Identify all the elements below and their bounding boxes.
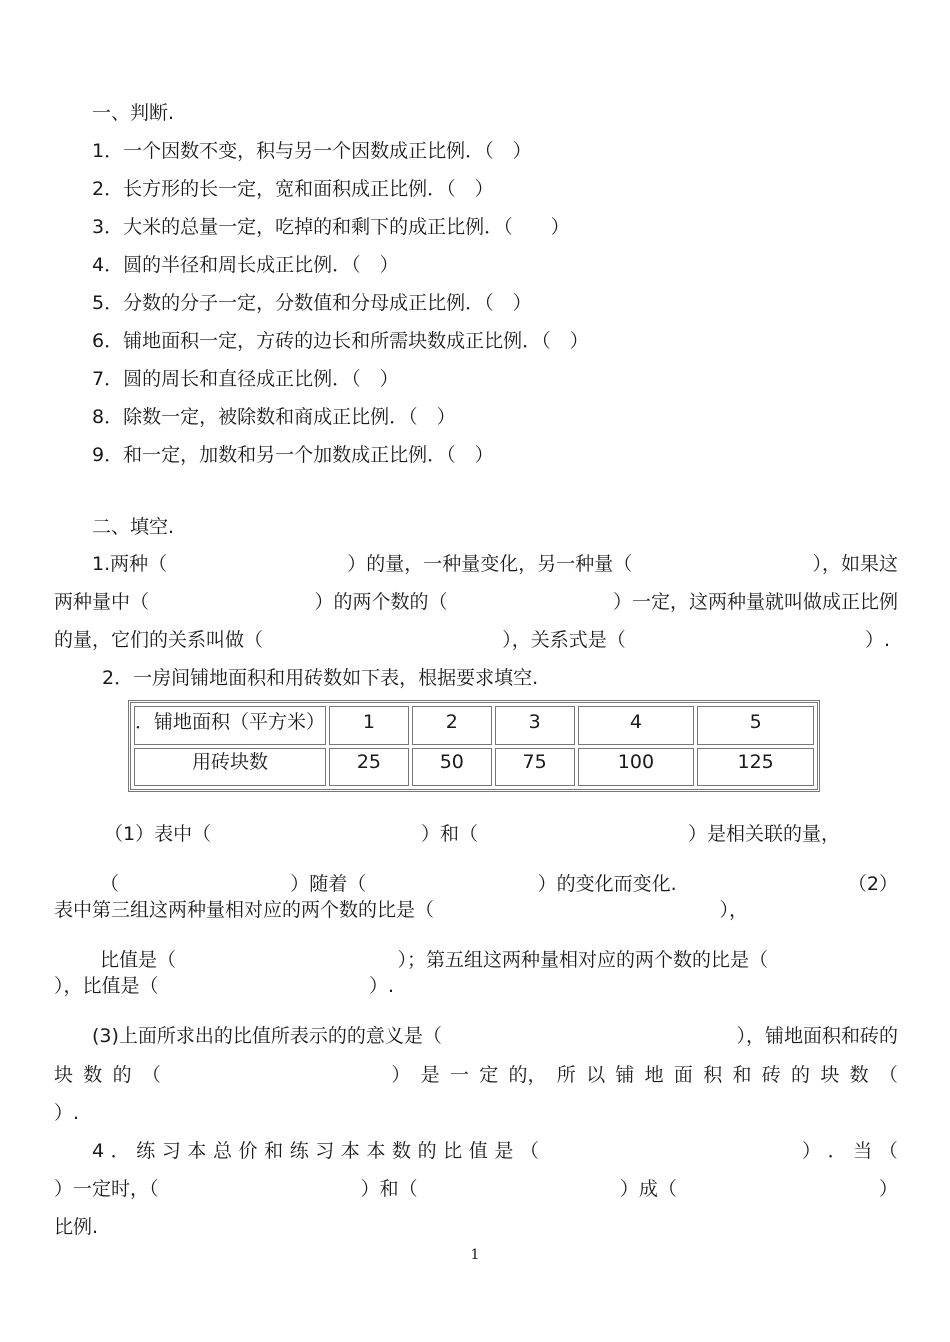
page-number: 1 [470,1247,480,1263]
q2-3b-char: 块 [54,1064,74,1086]
q2-3a-a: (3)上面所求出的比值所表示的的意义是（ [92,1025,442,1047]
q2-1b-a: （ [100,873,120,895]
q4a-char: ． [827,1140,847,1162]
q2-1-line [104,822,840,846]
q2-3b-char: 以 [586,1064,606,1086]
q1-l1-c: ），如果这 [812,553,898,575]
judge-item-3: 3．大米的总量一定，吃掉的和剩下的成正比例．（ ） [92,216,570,238]
q4b-c: ）成（ [619,1178,677,1200]
q2-1b-d: （2） [847,873,898,895]
q4b-b: ）和（ [360,1178,418,1200]
q2-1b-c: ）的变化而变化. [537,873,677,895]
q2-2b-b: ）；第五组这两种量相对应的两个数的比是（ [397,949,768,971]
q2-3b-char: 和 [732,1064,752,1086]
judge-item-6: 6．铺地面积一定，方砖的边长和所需块数成正比例．（ ） [92,330,589,352]
table-cell: 1 [329,706,409,745]
section2-title: 二、填空. [92,516,175,538]
table-cell: 4 [578,706,695,745]
q2-1-c: ）是相关联的量， [687,823,840,845]
table-cell: 125 [697,748,814,787]
table-cell: 2 [412,706,492,745]
q2-3b-char: 一 [449,1064,469,1086]
table-cell: 25 [329,748,409,787]
q2-3b-char: 是 [420,1064,440,1086]
q4a-char: （ [519,1140,539,1162]
q2-3b-char: 的， [508,1064,547,1086]
q2-3b-char: 面 [673,1064,693,1086]
q1-l2-b: ）的两个数的（ [314,591,448,613]
q1-l3-a: 的量，它们的关系叫做（ [54,629,264,651]
table-header-area: ．铺地面积（平方米） [134,706,326,745]
q2-3b-char: （ [878,1064,898,1086]
q2-2-a: 表中第三组这两种量相对应的两个数的比是（ [54,899,435,921]
q1-l1-a: 1.两种（ [92,553,168,575]
q2-3b-char: 块 [820,1064,840,1086]
q4b-d: ） [878,1178,898,1200]
table-cell: 100 [578,748,695,787]
q2-3b-char: 的 [112,1064,132,1086]
q2-3c-line: ）. [54,1102,80,1124]
q2-3b-char: 所 [556,1064,576,1086]
q2-2-line [54,898,748,922]
q2-3b-char: 数 [83,1064,103,1086]
q2-3b-char: 砖 [761,1064,781,1086]
q2-1b-line [100,872,898,896]
q4a-char: 值 [468,1140,488,1162]
q1-l3-c: ）. [864,629,890,651]
judge-item-8: 8．除数一定，被除数和商成正比例．（ ） [92,406,456,428]
q4a-line [92,1139,898,1163]
table-row [134,706,814,745]
q2-2c-b: ）. [368,975,394,997]
q4b-a: ）一定时，（ [54,1178,159,1200]
q2-3b-char: 积 [703,1064,723,1086]
q1-line3 [54,628,890,652]
q4a-char: 的 [417,1140,437,1162]
q2-3b-char: 的 [791,1064,811,1086]
q4a-char: 习 [315,1140,335,1162]
q4a-char: 习 [161,1140,181,1162]
q4a-char: 4 [92,1140,105,1162]
q1-line2 [54,590,898,614]
q4a-char: 价 [238,1140,258,1162]
q4a-char: ． [110,1140,130,1162]
table-header-bricks: 用砖块数 [134,748,326,787]
q1-line1 [92,552,898,576]
q2-3b-char: 定 [479,1064,499,1086]
q2-2b-a: 比值是（ [100,949,177,971]
q4a-char: 当 [853,1140,873,1162]
judge-item-5: 5．分数的分子一定，分数值和分母成正比例．（ ） [92,292,532,314]
q4a-char: 本 [340,1140,360,1162]
q2-3b-char: （ [141,1064,161,1086]
q2-2b-line [100,948,768,972]
judge-item-2: 2．长方形的长一定，宽和面积成正比例．（ ） [92,178,494,200]
section1-title: 一、判断. [92,102,175,124]
q2-1b-b: ）随着（ [290,873,367,895]
q4a-char: 练 [289,1140,309,1162]
q4a-char: （ [878,1140,898,1162]
q2-2-b: ）， [719,899,748,921]
q2-1-a: （1）表中（ [104,823,212,845]
q1-l3-b: ），关系式是（ [502,629,626,651]
q2-3b-char: 铺 [615,1064,635,1086]
judge-item-1: 1．一个因数不变，积与另一个因数成正比例．（ ） [92,140,532,162]
table-cell: 3 [495,706,575,745]
q1-l2-a: 两种量中（ [54,591,150,613]
judge-item-9: 9．和一定，加数和另一个加数成正比例．（ ） [92,444,494,466]
q2-3a-line [92,1024,898,1048]
q4a-char: 数 [392,1140,412,1162]
q1-l2-c: ）一定，这两种量就叫做成正比例 [612,591,898,613]
q2-3b-char: 地 [644,1064,664,1086]
q2-3b-char: ） [391,1064,411,1086]
q4a-char: 练 [136,1140,156,1162]
q4b-line [54,1177,898,1201]
q4c-line: 比例. [54,1216,99,1238]
floor-brick-table [128,700,820,792]
q2-1-b: ）和（ [421,823,479,845]
judge-item-7: 7．圆的周长和直径成正比例．（ ） [92,368,399,390]
q2-3b-char: 数 [849,1064,869,1086]
q2-intro: 2．一房间铺地面积和用砖数如下表，根据要求填空. [102,667,539,689]
q1-l1-b: ）的量，一种量变化，另一种量（ [347,553,633,575]
table-cell: 5 [697,706,814,745]
q2-3b-line [54,1063,898,1087]
table-cell: 50 [412,748,492,787]
q4a-char: 本 [187,1140,207,1162]
q4a-char: ） [802,1140,822,1162]
table-row [134,748,814,787]
q2-2c-line [54,974,394,998]
q4a-char: 比 [443,1140,463,1162]
q2-3a-b: ），铺地面积和砖的 [736,1025,898,1047]
q4a-char: 和 [264,1140,284,1162]
table-cell: 75 [495,748,575,787]
judge-item-4: 4．圆的半径和周长成正比例．（ ） [92,254,399,276]
q4a-char: 总 [212,1140,232,1162]
q4a-char: 是 [494,1140,514,1162]
q2-2c-a: ），比值是（ [54,975,159,997]
q4a-char: 本 [366,1140,386,1162]
